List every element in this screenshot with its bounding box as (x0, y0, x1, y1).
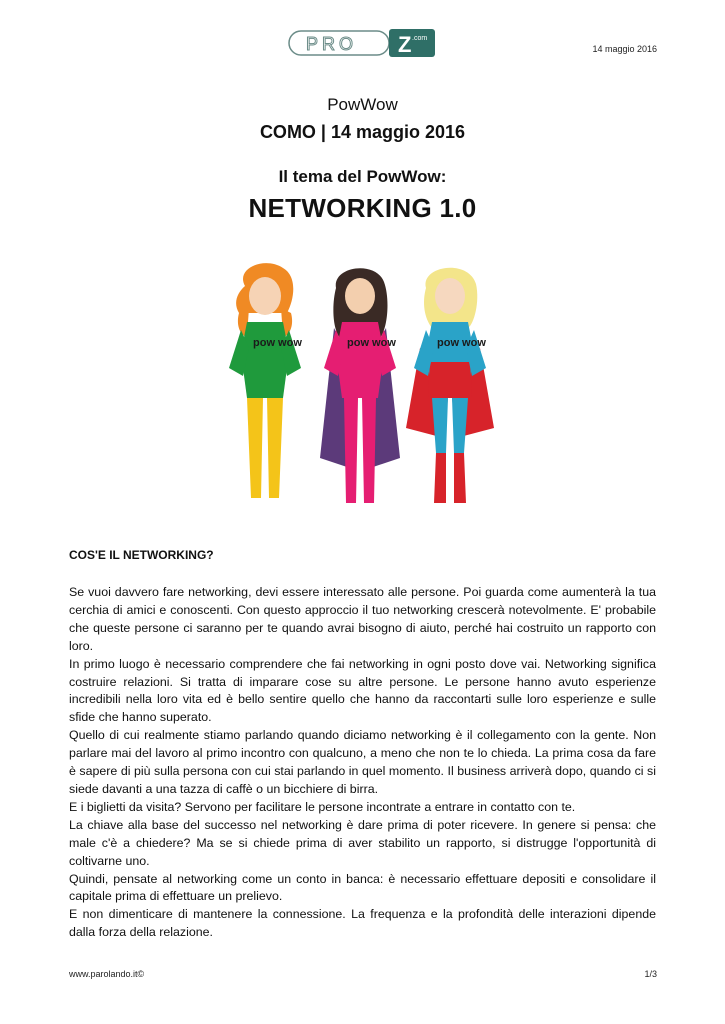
event-subtitle: COMO | 14 maggio 2016 (259, 122, 466, 142)
superheroines-illustration (225, 258, 500, 516)
heroine-green (229, 263, 302, 498)
footer-website: www.parolando.it© (69, 969, 145, 979)
heroine-blue (406, 268, 494, 503)
heroine-green-chest-text: pow wow (253, 337, 302, 349)
heroine-blue-chest-text: pow wow (437, 337, 486, 349)
event-name: PowWow (327, 95, 398, 114)
header-date: 14 maggio 2016 (592, 44, 657, 54)
heroine-pink-chest-text: pow wow (347, 337, 396, 349)
logo-text-pro: PRO (306, 34, 358, 54)
page-number: 1/3 (644, 969, 657, 979)
paragraph: Se vuoi davvero fare networking, devi essere interessato alle persone. Poi guarda come aumenterà la tua cerchia di amici e conoscenti. Con questo approccio il tuo networking crescerà notevolmente. E' probabile che queste persone ci saranno per te quando avrai bisogno di aiuto, perché hai costruito un rapporto con loro. (69, 585, 656, 653)
paragraph: Quello di cui realmente stiamo parlando quando diciamo networking è il collegamento con la gente. Non parlare mai del lavoro al primo incontro con qualcuno, a meno che non te lo chieda. La prima cosa da fare è sapere di più sulla persona con cui stai parlando in quel momento. Il business arriverà dopo, quando ci si siede davanti a una tazza di caffè o un bicchiere di birra. (69, 728, 656, 796)
theme-label: Il tema del PowWow: (278, 167, 447, 186)
section-title: COS'E IL NETWORKING? (69, 548, 214, 562)
prozcom-logo (288, 28, 436, 58)
paragraph: Quindi, pensate al networking come un conto in banca: è necessario effettuare depositi e consolidare il capitale prima di effettuare un prelievo. (69, 871, 656, 904)
paragraph: E i biglietti da visita? Servono per facilitare le persone incontrate a entrare in contatto con te. (69, 799, 576, 814)
paragraph: La chiave alla base del successo nel networking è dare prima di poter ricevere. In genere si pensa: che male c'è a chiedere? Ma se si chiede prima di aver stabilito un rapporto, si distrugge l'opportunità di coltivarne uno. (69, 817, 656, 868)
body-text (69, 584, 656, 942)
paragraph: E non dimenticare di mantenere la connessione. La frequenza e la profondità delle interazioni dipende dalla forza della relazione. (69, 907, 656, 940)
logo-badge-z: Z (398, 32, 412, 57)
logo-suffix: .com (412, 35, 428, 42)
heroine-pink (320, 268, 400, 503)
theme-title: NETWORKING 1.0 (248, 193, 477, 223)
paragraph: In primo luogo è necessario comprendere che fai networking in ogni posto dove vai. Networking significa costruire relazioni. Si tratta di imparare cose su altre persone. Le persone hanno avuto esperienze incredibili nella loro vita ed è bello sentire quello che hanno da raccontarti sulle loro esperienze e sulle sfide che hanno superato. (69, 656, 656, 725)
